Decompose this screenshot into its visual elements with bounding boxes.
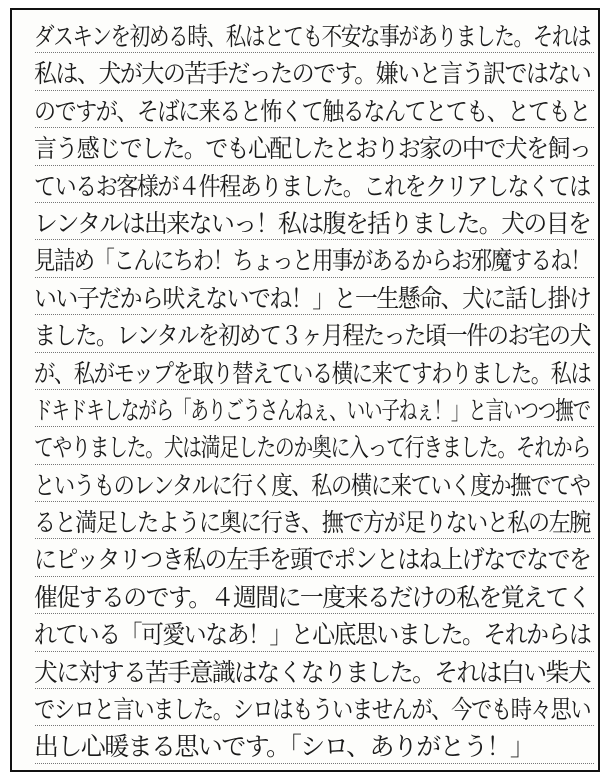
- text-line-11-content: ドキドキしながら「ありごうさんねぇ、いい子ねぇ！」と言いつつ撫で: [34, 395, 590, 425]
- text-line-15: [34, 541, 594, 578]
- text-line-4: [34, 130, 594, 167]
- text-line-2-content: 私は、犬が大の苦手だったのです。嫌いと言う訳ではない: [34, 59, 591, 89]
- text-line-19: [34, 691, 594, 728]
- text-line-16: [34, 579, 594, 616]
- text-line-6-content: レンタルは出来ないっ！私は腹を括りました。犬の目を: [34, 208, 591, 238]
- text-line-3-content: のですが、そばに来ると怖くて触るなんてとても、とてもと: [34, 96, 590, 126]
- text-line-4-content: 言う感じでした。でも心配したとおりお家の中で犬を飼っ: [34, 134, 591, 164]
- text-line-5-content: ているお客様が４件程ありました。これをクリアしなくては: [34, 171, 590, 201]
- text-line-5: [34, 168, 594, 205]
- text-line-13: [34, 467, 594, 504]
- text-line-2: [34, 55, 594, 92]
- text-line-12-content: てやりました。犬は満足したのか奥に入って行きました。それから: [34, 433, 590, 463]
- text-line-20-content: 出し心暖まる思いです。「シロ、ありがとう！」: [34, 732, 534, 762]
- text-line-14: [34, 504, 594, 541]
- text-line-12: [34, 429, 594, 466]
- text-line-18-content: 犬に対する苦手意識はなくなりました。それは白い柴犬: [34, 657, 590, 687]
- text-line-8: [34, 280, 594, 317]
- text-line-7: [34, 242, 594, 279]
- text-line-10: [34, 355, 594, 392]
- text-line-6: [34, 205, 594, 242]
- text-line-3: [34, 93, 594, 130]
- text-line-16-content: 催促するのです。４週間に一度来るだけの私を覚えてく: [34, 582, 591, 612]
- text-line-1: [34, 18, 594, 55]
- letter-sheet: [10, 8, 600, 772]
- text-line-11: [34, 392, 594, 429]
- text-line-14-content: ると満足したように奥に行き、撫で方が足りないと私の左腕: [34, 508, 590, 538]
- text-line-15-content: にピッタリつき私の左手を頭でポンとはね上げなでなでを: [34, 545, 591, 575]
- handwritten-letter-body: [34, 18, 594, 766]
- text-line-9: [34, 317, 594, 354]
- text-line-19-content: でシロと言いました。シロはもういませんが、今でも時々思い: [34, 695, 591, 725]
- text-line-18: [34, 654, 594, 691]
- text-line-10-content: が、私がモップを取り替えている横に来てすわりました。私は: [34, 358, 591, 388]
- text-line-13-content: というものレンタルに行く度、私の横に来ていく度か撫でてや: [34, 470, 590, 500]
- text-line-9-content: ました。レンタルを初めて３ヶ月程たった頃一件のお宅の犬: [34, 321, 591, 351]
- text-line-17: [34, 616, 594, 653]
- text-line-8-content: いい子だから吠えないでね！」と一生懸命、犬に話し掛け: [34, 283, 591, 313]
- text-line-20: [34, 728, 594, 765]
- text-line-7-content: 見詰め「こんにちわ！ちょっと用事があるからお邪魔するね！: [34, 246, 591, 276]
- text-line-1-content: ダスキンを初める時、私はとても不安な事がありました。それは: [34, 22, 591, 51]
- text-line-17-content: れている「可愛いなあ！」と心底思いました。それからは: [34, 620, 591, 650]
